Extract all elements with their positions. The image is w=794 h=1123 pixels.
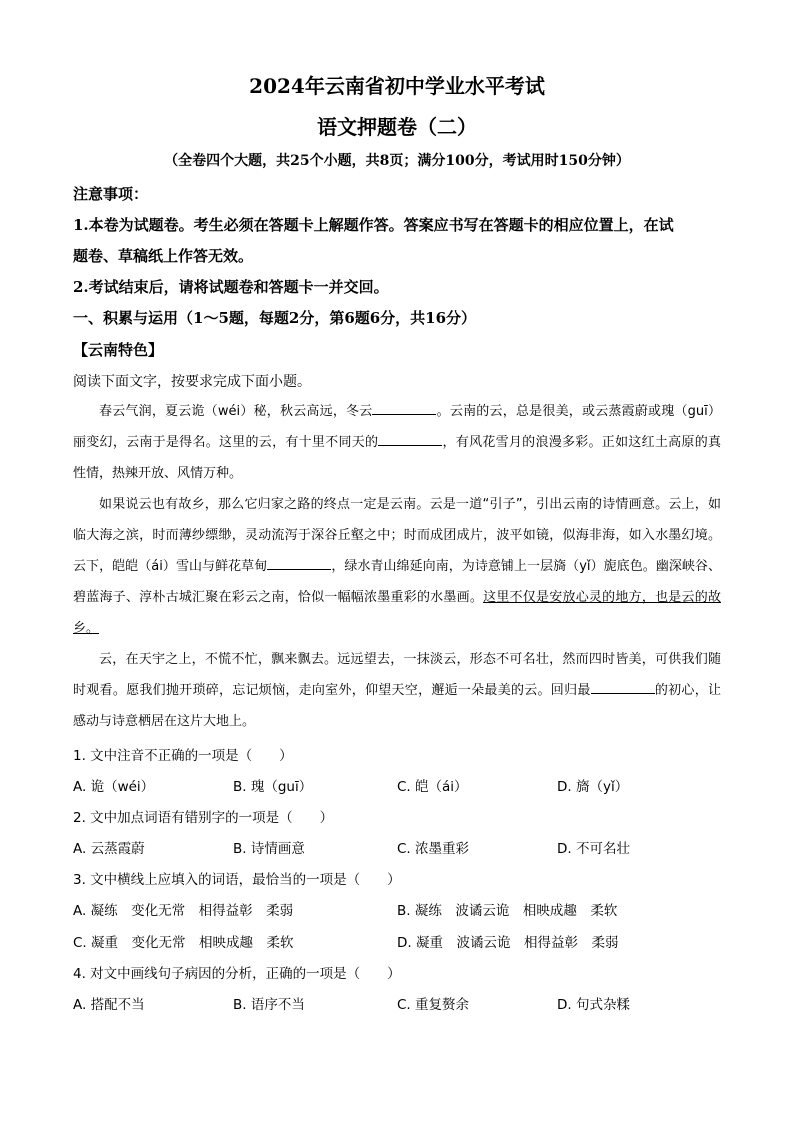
exam-subtitle: 语文押题卷（二）: [317, 115, 477, 139]
passage-text: 。云南的云，总是很美，或云蒸霞蔚或瑰（guī）丽变幻，云南于是得名。这里的云，有十里不同天的: [73, 404, 721, 450]
passage-text: 的初心，让感动与诗意栖居在这片大地上。: [73, 683, 721, 729]
passage-text: 云，在天宇之上，不慌不忙，飘来飘去。远远望去，一抹淡云，形态不可名壮，然而四时皆美，可供我们随时观看。愿我们抛开琐碎，忘记烦恼，走向室外，仰望天空，邂逅一朵最美的云。回归最: [73, 652, 721, 698]
passage-paragraph-3: [73, 644, 721, 737]
passage-text: ，有风花雪月的浪漫多彩。正如这红土高原的真性情，热辣开放、风情万种。: [73, 435, 721, 481]
question-stem: 3. 文中横线上应填入的词语，最恰当的一项是（ ）: [73, 872, 401, 888]
passage-text: ，绿水青山绵延向南，为诗意铺上一层旖（yǐ）旎底色。幽深峡谷、碧蓝海子、淳朴古城汇聚在彩云之南，恰似一幅幅浓墨重彩的水墨画。: [73, 559, 721, 605]
question-option[interactable]: B. 诗情画意: [233, 841, 305, 857]
question-option[interactable]: B. 语序不当: [233, 997, 305, 1013]
passage-paragraph-1: [73, 396, 721, 489]
question-option[interactable]: D. 不可名壮: [557, 841, 630, 857]
passage-text: 春云气润，夏云诡（wéi）秘，秋云高远，冬云: [99, 404, 373, 419]
question-option[interactable]: A. 搭配不当: [73, 997, 145, 1013]
question-option[interactable]: C. 浓墨重彩: [397, 841, 470, 857]
exam-note: （全卷四个大题，共25个小题，共8页；满分100分，考试用时150分钟）: [164, 153, 630, 169]
question-option[interactable]: D. 旖（yǐ）: [557, 779, 629, 795]
fill-blank: [372, 402, 436, 415]
question-stem: 2. 文中加点词语有错别字的一项是（ ）: [73, 810, 334, 826]
fill-blank: [378, 433, 442, 446]
reading-passage: [73, 396, 721, 737]
question-option[interactable]: C. 皑（ái）: [397, 779, 468, 795]
underlined-sentence: 这里不仅是安放心灵的地方，也是云的故乡。: [73, 590, 721, 636]
question-option[interactable]: B. 凝练 波谲云诡 相映成趣 柔软: [397, 903, 618, 919]
question-option[interactable]: C. 重复赘余: [397, 997, 470, 1013]
question-stem: 1. 文中注音不正确的一项是（ ）: [73, 748, 293, 764]
notice-heading: 注意事项：: [73, 185, 149, 203]
question-option[interactable]: A. 云蒸霞蔚: [73, 841, 145, 857]
exam-title: 2024年云南省初中学业水平考试: [249, 74, 545, 98]
question-option[interactable]: A. 诡（wéi）: [73, 779, 155, 795]
notice-item-1b: 题卷、草稿纸上作答无效。: [73, 247, 254, 265]
question-option[interactable]: B. 瑰（guī）: [233, 779, 313, 795]
question-option[interactable]: D. 凝重 波谲云诡 相得益彰 柔弱: [397, 935, 619, 951]
passage-paragraph-2: [73, 489, 721, 644]
fill-blank: [591, 681, 655, 694]
section-tag: 【云南特色】: [73, 341, 164, 359]
question-option[interactable]: A. 凝练 变化无常 相得益彰 柔弱: [73, 903, 294, 919]
passage-text: 如果说云也有故乡，那么它归家之路的终点一定是云南。云是一道“引子”，引出云南的诗情画意。云上，如临大海之滨，时而薄纱缥缈，灵动流泻于深谷丘壑之中；时而成团成片，波平如镜，似海非海，如入水墨幻境。云下，皑皑（ái）雪山与鲜花草甸: [73, 497, 721, 574]
question-option[interactable]: C. 凝重 变化无常 相映成趣 柔软: [73, 935, 294, 951]
reading-instruction: 阅读下面文字，按要求完成下面小题。: [73, 374, 311, 390]
question-stem: 4. 对文中画线句子病因的分析，正确的一项是（ ）: [73, 966, 401, 982]
question-option[interactable]: D. 句式杂糅: [557, 997, 630, 1013]
notice-item-2: 2.考试结束后，请将试题卷和答题卡一并交回。: [73, 278, 389, 296]
section-heading: 一、积累与运用（1～5题，每题2分，第6题6分，共16分）: [73, 309, 477, 327]
fill-blank: [267, 557, 331, 570]
notice-item-1a: 1.本卷为试题卷。考生必须在答题卡上解题作答。答案应书写在答题卡的相应位置上，在试: [73, 216, 674, 234]
